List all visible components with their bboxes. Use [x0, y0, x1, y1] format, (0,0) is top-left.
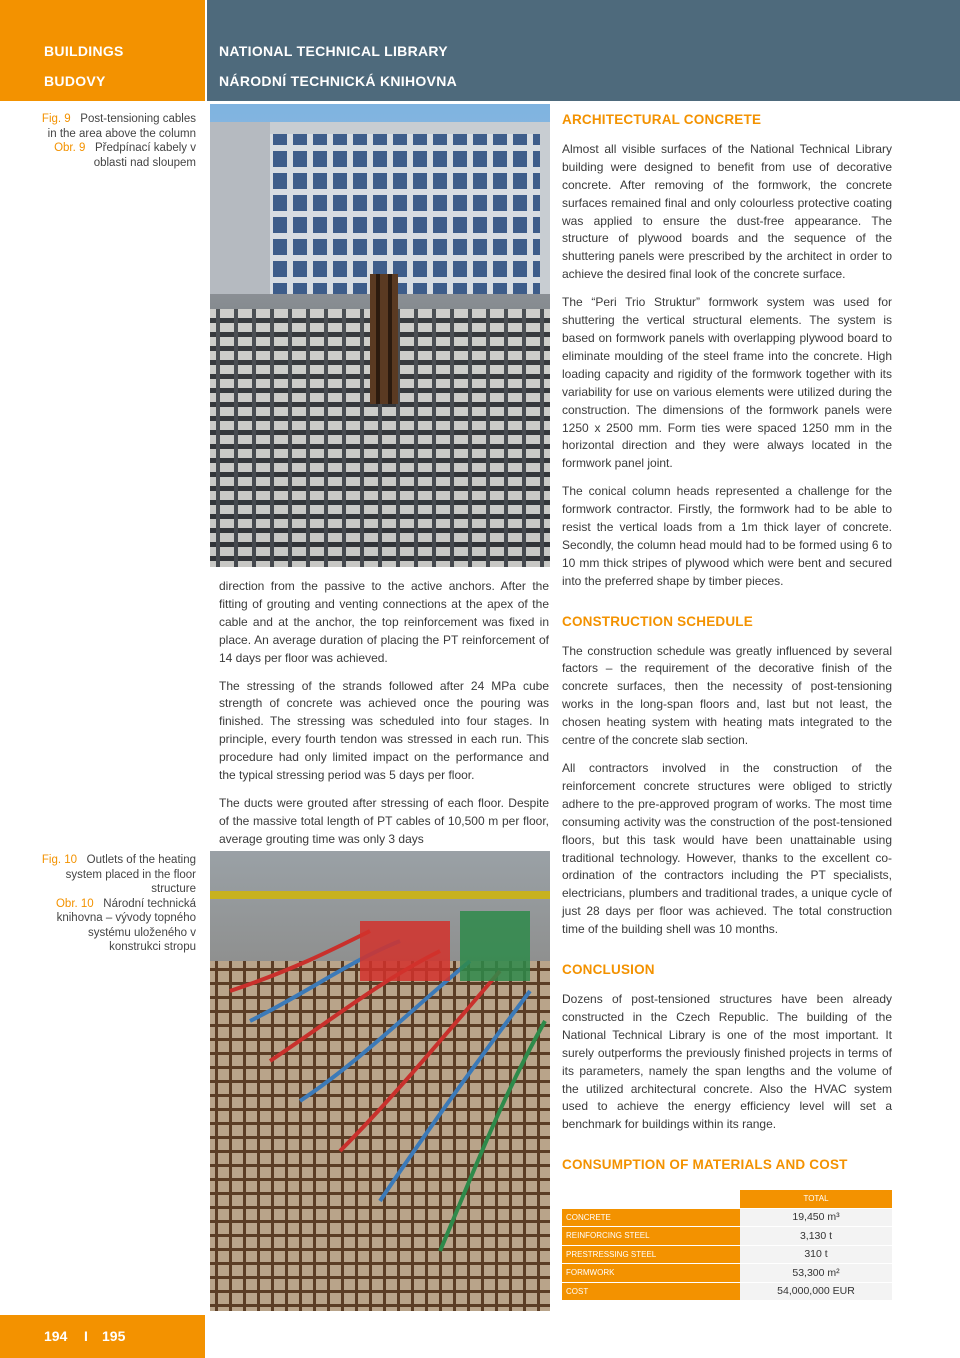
caption-cz — [40, 897, 196, 955]
caption-text: Post-tensioning cables in the area above the column — [47, 113, 196, 140]
paragraph: The “Peri Trio Struktur” formwork system was used for shuttering the vertical structural elements. The system is based on formwork panels with overlapping plywood board to eliminate moulding of the steel frame into the concrete. High loading capacity and rigidity of the formwork together with its variability for use on various elements were utilized during the construction. The dimensions of the formwork panels were 1250 x 2500 mm. Form ties were spaced 1250 mm in the horizontal direction and they were always located in the formwork panel joint. — [562, 295, 892, 471]
figure-10-caption — [40, 853, 196, 955]
page-number-left: 194 — [44, 1328, 68, 1344]
section-header — [0, 0, 205, 101]
article-title-en: NATIONAL TECHNICAL LIBRARY — [219, 43, 448, 59]
table-corner — [562, 1190, 740, 1208]
section-heading: CONSTRUCTION SCHEDULE — [562, 613, 753, 629]
figure-9-caption — [40, 112, 196, 170]
page-number-separator: I — [84, 1328, 88, 1344]
table-row — [562, 1282, 892, 1301]
figure-number: Obr. 9 — [54, 142, 86, 154]
paragraph: Almost all visible surfaces of the National Technical Library building were designed to benefit from use of decorative concrete. After removing of the formwork, the concrete surfaces remained final and only colourless protective coating was applied to ensure the dust-free appearance. The structure of plywood boards and the sequence of the shuttering panels were prescribed by the architect in order to achieve the desired final look of the concrete surface. — [562, 141, 892, 282]
paragraph: The construction schedule was greatly influenced by several factors – the requirement of the decorative finish of the concrete surfaces, then the necessity of post-tensioning works in the long-span floors and, last but not least, the chosen heating system with heating mats integrated to the centre of the concrete slab section. — [562, 643, 892, 748]
caption-en — [40, 853, 196, 897]
article-header — [207, 0, 960, 101]
caption-text: Outlets of the heating system placed in the floor structure — [65, 854, 196, 895]
section-heading: CONSUMPTION OF MATERIALS AND COST — [562, 1157, 848, 1173]
middle-text-column — [219, 578, 549, 859]
caption-text: Předpínací kabely v oblasti nad sloupem — [93, 142, 196, 169]
figure-number: Fig. 10 — [41, 854, 78, 866]
page-number-bar — [0, 1315, 205, 1358]
table-header-total: TOTAL — [740, 1190, 892, 1208]
row-label: COST — [562, 1282, 740, 1301]
page-number-right: 195 — [102, 1328, 126, 1344]
paragraph: direction from the passive to the active anchors. After the fitting of grouting and venting connections at the apex of the cable and at the anchor, the top reinforcement was fixed in place. An average duration of placing the PT reinforcement of 14 days per floor was achieved. — [219, 579, 549, 665]
paragraph: The stressing of the strands followed after 24 MPa cube strength of concrete was achieved once the pouring was finished. The stressing was scheduled into four stages. In principle, every fourth tendon was stressed in each run. This procedure had only limited impact on the performance and the typical stressing period was 5 days per floor. — [219, 678, 549, 783]
row-value: 19,450 m³ — [740, 1208, 892, 1227]
section-label-en: BUILDINGS — [44, 43, 124, 59]
right-text-column — [562, 111, 892, 1186]
row-value: 3,130 t — [740, 1227, 892, 1246]
paragraph: The conical column heads represented a challenge for the formwork contractor. Firstly, the formwork had to be able to resist the vertical loads from a 1m thick layer of concrete. Secondly, the column head mould had to be formed using 6 to 10 mm thick stripes of plywood which were bent and secured into the preferred shape by timber pieces. — [562, 484, 892, 588]
figure-number: Obr. 10 — [55, 897, 94, 910]
paragraph: The ducts were grouted after stressing of each floor. Despite of the massive total length of PT cables of 10,500 m per floor, average grouting time was only 3 days — [219, 795, 549, 846]
section-label-cz: BUDOVY — [44, 73, 106, 89]
figure-10-photo — [210, 851, 550, 1311]
table-row — [562, 1245, 892, 1264]
table-header-row — [562, 1190, 892, 1208]
materials-cost-table — [562, 1190, 892, 1301]
section-heading: CONCLUSION — [562, 962, 655, 978]
article-title-cz: NÁRODNÍ TECHNICKÁ KNIHOVNA — [219, 73, 458, 89]
section-heading: ARCHITECTURAL CONCRETE — [562, 112, 762, 127]
figure-number: Fig. 9 — [41, 113, 71, 125]
row-label: CONCRETE — [562, 1208, 740, 1227]
caption-cz — [40, 141, 196, 170]
row-label: PRESTRESSING STEEL — [562, 1245, 740, 1264]
row-label: REINFORCING STEEL — [562, 1227, 740, 1246]
table-row — [562, 1227, 892, 1246]
row-value: 310 t — [740, 1245, 892, 1264]
row-value: 54,000,000 EUR — [740, 1282, 892, 1301]
table-row — [562, 1208, 892, 1227]
paragraph: Dozens of post-tensioned structures have been already constructed in the Czech Republic. The building of the National Technical Library is one of the most important. It surely outperforms the previously finished projects in terms of its parameters, namely the span lengths and the volume of the utilized architectural concrete. Also the HVAC system used to achieve the energy efficiency level will set a benchmark for buildings within its range. — [562, 991, 892, 1132]
figure-9-photo — [210, 104, 550, 567]
table-row — [562, 1264, 892, 1283]
caption-text: Národní technická knihovna – vývody topného systému uloženého v konstrukci stropu — [56, 897, 196, 953]
paragraph: All contractors involved in the construction of the reinforcement concrete structures were obliged to strictly adhere to the pre-approved program of works. The most time consuming activity was the construction of the post-tensioned floors, but this task would have been unattainable using traditional technology. However, thanks to the excellent co-ordination of the contractors including the PT specialists, electricians, plumbers and traditional trades, a unique cycle of just 28 days per floor was achieved. The total construction time of the building shell was 10 months. — [562, 761, 892, 937]
caption-en — [40, 112, 196, 141]
row-label: FORMWORK — [562, 1264, 740, 1283]
row-value: 53,300 m² — [740, 1264, 892, 1283]
